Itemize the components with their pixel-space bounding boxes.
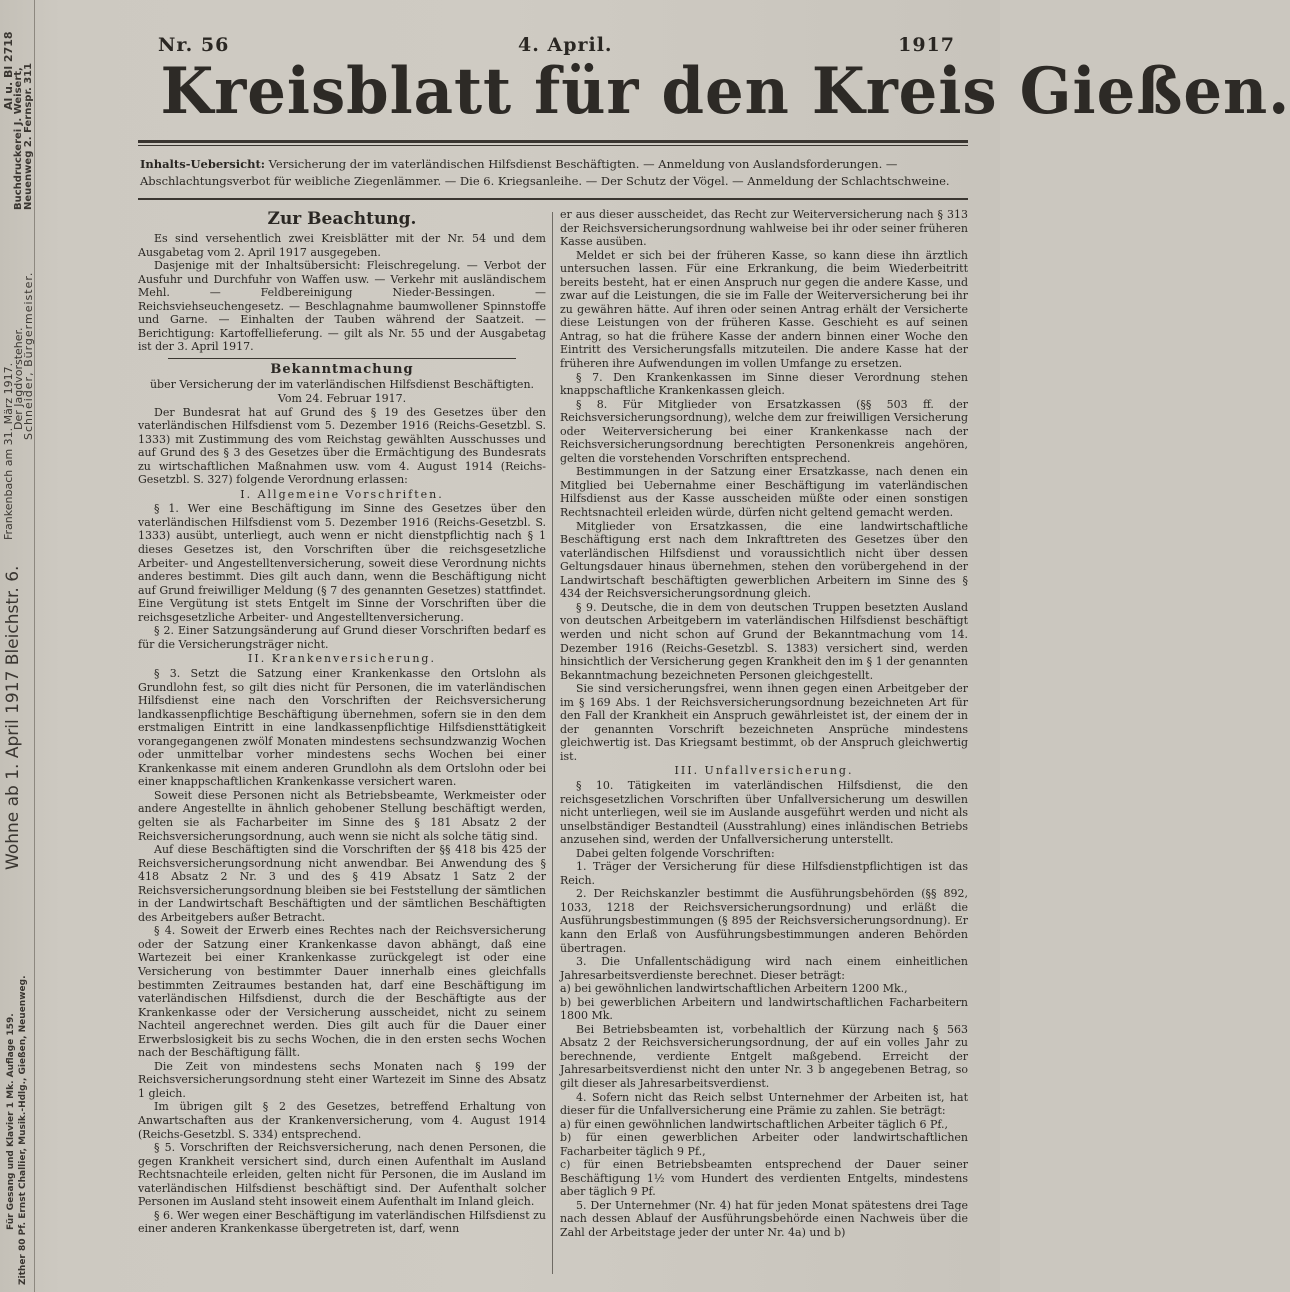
margin-ad-music: Für Gesang und Klavier 1 Mk. Auflage 159. [6,1013,16,1230]
notice-paragraph: Es sind versehentlich zwei Kreisblätter mit der Nr. 54 und dem Ausgabetag vom 2. April 1917 ausgegeben. [138,232,546,259]
section-heading: III. Unfallversicherung. [674,764,854,778]
paragraph: Sie sind versicherungsfrei, wenn ihnen gegen einen Arbeitgeber der im § 169 Abs. 1 der Reichsversicherungsordnung bezeichneten Art für den Fall der Krankheit ein Anspruch gewährleistet ist, der einem der in der genannten Vorschrift bezeichneten Ansprüche mindestens gleichwertig ist. Das Kriegsamt bestimmt, ob der Anspruch gleichwertig ist. [560,682,968,763]
paragraph: § 6. Wer wegen einer Beschäftigung im vaterländischen Hilfsdienst zu einer anderen Krankenkasse übergetreten ist, darf, wenn [138,1208,546,1236]
paragraph: 3. Die Unfallentschädigung wird nach einem einheitlichen Jahresarbeitsverdienste berechnet. Dieser beträgt: [560,955,968,982]
section-heading: I. Allgemeine Vorschriften. [240,487,444,501]
masthead-rule-top [138,140,968,143]
column-divider [552,212,553,1274]
margin-strip [0,0,35,1292]
section-heading: II. Krankenversicherung. [248,652,436,666]
margin-top-text: Al u. Bl 2718 [2,31,15,110]
paragraph: 2. Der Reichskanzler bestimmt die Ausführungsbehörden (§§ 892, 1033, 1218 der Reichsversicherungsordnung) und erläßt die Ausführungsbestimmungen (§ 895 der Reichsversicherungsordnung). Er kann den Erlaß von Ausführungsbestimmungen anderen Behörden übertragen. [560,887,968,955]
paragraph: Bestimmungen in der Satzung einer Ersatzkasse, nach denen ein Mitglied bei Uebernahme einer Beschäftigung im vaterländischen Hilfsdienst aus der Kasse ausscheiden müßte oder einen sonstigen Rechtsnachteil erleiden würde, dürfen nicht geltend gemacht werden. [560,465,968,520]
paragraph: Soweit diese Personen nicht als Betriebsbeamte, Werkmeister oder andere Angestellte in ähnlich gehobener Stellung beschäftigt werden, gelten sie als Facharbeiter im Sinne des § 181 Absatz 2 der Reichsversicherungsordnung, auch wenn sie nicht als solche tätig sind. [138,788,546,843]
margin-printer-line1: Buchdruckerei J. Weisert, [13,67,24,210]
paragraph: er aus dieser ausscheidet, das Recht zur Weiterversicherung nach § 313 der Reichsversicherungsordnung wahlweise bei ihr oder seiner früheren Kasse ausüben. [560,208,968,249]
divider [168,358,516,359]
contents-rule [138,198,968,200]
paragraph: Bei Betriebsbeamten ist, vorbehaltlich der Kürzung nach § 563 Absatz 2 der Reichsversicherungsordnung, der auf ein volles Jahr zu berechnende, verdiente Entgelt maßgebend. Erreicht der Jahresarbeitsverdienst nicht den unter Nr. 3 b angegebenen Betrag, so gilt dieser als Jahresarbeitsverdienst. [560,1022,968,1090]
contents-text: Versicherung der im vaterländischen Hilfsdienst Beschäftigten. — Anmeldung von Auslandsforderungen. — Abschlachtungsverbot für weibliche Ziegenlämmer. — Die 6. Kriegsanleihe. — Der Schutz der Vögel. — Anmeldung der Schlachtschweine. [140,157,950,188]
list-item: b) für einen gewerblichen Arbeiter oder landwirtschaftlichen Facharbeiter täglich 9 Pf., [560,1131,968,1158]
issue-date: 4. April. [518,34,613,56]
paragraph: Meldet er sich bei der früheren Kasse, so kann diese ihn ärztlich untersuchen lassen. Für eine Erkrankung, die beim Wiederbeitritt bereits besteht, hat er einen Anspruch nur gegen die andere Kasse, und zwar auf die Leistungen, die sie im Falle der Weiterversicherung bei ihr zu gewähren hätte. Auf ihren oder seinen Antrag erhält der Versicherte diese Leistungen von der früheren Kasse. Geschieht es auf seinen Antrag, so hat die frühere Kasse der andern binnen einer Woche den Eintritt des Versicherungsfalls mitzuteilen. Die andere Kasse hat der früheren ihre Aufwendungen im vollen Umfange zu ersetzen. [560,248,968,371]
paragraph: Der Bundesrat hat auf Grund des § 19 des Gesetzes über den vaterländischen Hilfsdienst vom 5. Dezember 1916 (Reichs-Gesetzbl. S. 1333) mit Zustimmung des vom Reichstag gewählten Ausschusses und auf Grund des § 3 des Gesetzes über die Ermächtigung des Bundesrats zu wirtschaftlichen Maßnahmen usw. vom 4. August 1914 (Reichs-Gesetzbl. S. 327) folgende Verordnung erlassen: [138,405,546,487]
paragraph: § 5. Vorschriften der Reichsversicherung, nach denen Personen, die gegen Krankheit versichert sind, durch einen Aufenthalt im Ausland Rechtsnachteile erleiden, gelten nicht für Personen, die im Ausland im vaterländischen Hilfsdienst beschäftigt sind. Der Aufenthalt solcher Personen im Ausland steht insoweit einem Aufenthalt im Inland gleich. [138,1141,546,1209]
paragraph: Die Zeit von mindestens sechs Monaten nach § 199 der Reichsversicherungsordnung steht einer Wartezeit im Sinne des Absatz 1 gleich. [138,1059,546,1100]
paragraph: § 3. Setzt die Satzung einer Krankenkasse den Ortslohn als Grundlohn fest, so gilt dies nicht für Personen, die im vaterländischen Hilfsdienst eine nach den Vorschriften der Reichsversicherung landkassenpflichtige Beschäftigung übernehmen, sofern sie in den dem erstmaligen Eintritt in eine landkassenpflichtige Hilfsdiensttätigkeit vorangegangenen zwölf Monaten mindestens sechsundzwanzig Wochen oder unmittelbar vorher mindestens sechs Wochen bei einer Krankenkasse mit einem anderen Grundlohn als dem Ortslohn oder bei einer knappschaftlichen Krankenkasse versichert waren. [138,666,546,789]
list-item: a) für einen gewöhnlichen landwirtschaftlichen Arbeiter täglich 6 Pf., [560,1117,949,1131]
paragraph: § 8. Für Mitglieder von Ersatzkassen (§§ 503 ff. der Reichsversicherungsordnung), welche dem zur freiwilligen Versicherung oder Weiterversicherung bei einer Krankenkasse nach der Reichsversicherungsordnung berechtigten Personenkreis angehören, gelten die vorstehenden Vorschriften entsprechend. [560,397,968,465]
contents-summary [140,156,965,190]
paragraph: § 4. Soweit der Erwerb eines Rechtes nach der Reichsversicherung oder der Satzung einer Krankenkasse davon abhängt, daß eine Wartezeit bei einer Krankenkasse zurückgelegt ist oder eine Versicherung von bestimmter Dauer innerhalb eines gleichfalls bestimmten Zeitraumes bestanden hat, darf eine Beschäftigung im vaterländischen Hilfsdienst, durch die der Beschäftigte aus der Krankenkasse oder der Versicherung ausscheidet, nicht zu seinem Nachteil angerechnet werden. Dies gilt auch für die Dauer einer Erwerbslosigkeit bis zu sechs Wochen, die in den ersten sechs Wochen nach der Beschäftigung fällt. [138,924,546,1060]
paragraph: Im übrigen gilt § 2 des Gesetzes, betreffend Erhaltung von Anwartschaften aus der Krankenversicherung, vom 4. August 1914 (Reichs-Gesetzbl. S. 334) entsprechend. [138,1100,546,1141]
paragraph: Dabei gelten folgende Vorschriften: [576,846,775,860]
announcement-heading: Bekanntmachung [270,361,414,377]
notice-paragraph: Dasjenige mit der Inhaltsübersicht: Fleischregelung. — Verbot der Ausfuhr und Durchfuhr von Waffen usw. — Verkehr mit ausländischem Mehl. — Feldbereinigung Nieder-Bessingen. — Reichsviehseuchengesetz. — Beschlagnahme baumwollener Spinnstoffe und Garne. — Einhalten der Tauben während der Saatzeit. — Berichtigung: Kartoffellieferung. — gilt als Nr. 55 und der Ausgabetag ist der 3. April 1917. [138,259,546,354]
paragraph: § 7. Den Krankenkassen im Sinne dieser Verordnung stehen knappschaftliche Krankenkassen gleich. [560,370,968,398]
masthead-title: Kreisblatt für den Kreis Gießen. [160,54,1290,129]
paragraph: Mitglieder von Ersatzkassen, die eine landwirtschaftliche Beschäftigung erst nach dem Inkrafttreten des Gesetzes über den vaterländischen Hilfsdienst und voraussichtlich nicht über dessen Geltungsdauer hinaus übernehmen, stehen den vorübergehend in der Landwirtschaft beschäftigten gewerblichen Arbeitern im Sinne des § 434 der Reichsversicherungsordnung gleich. [560,519,968,601]
margin-printer-line2: Neuenweg 2. Fernspr. 311 [23,62,34,210]
paragraph: § 2. Einer Satzungsänderung auf Grund dieser Vorschriften bedarf es für die Versicherungsträger nicht. [138,624,546,651]
issue-year: 1917 [898,34,955,56]
margin-ad-shop: Zither 80 Pf. Ernst Challier, Musik.-Hdlg., Gießen, Neuenweg. [18,975,28,1285]
paragraph: 4. Sofern nicht das Reich selbst Unternehmer der Arbeiten ist, hat dieser für die Unfallversicherung eine Prämie zu zahlen. Sie beträgt: [560,1090,968,1118]
column-right [560,208,968,1240]
margin-ad-main: Wohne ab 1. April 1917 Bleichstr. 6. [3,565,23,870]
announcement-date: Vom 24. Februar 1917. [277,392,407,406]
contents-label: Inhalts-Uebersicht: [140,157,266,171]
paragraph: § 9. Deutsche, die in dem von deutschen Truppen besetzten Ausland von deutschen Arbeitgebern im vaterländischen Hilfsdienst beschäftigt werden und nicht schon auf Grund der Bekanntmachung vom 14. Dezember 1916 (Reichs-Gesetzbl. S. 1383) versichert sind, werden hinsichtlich der Versicherung gegen Krankheit den im § 1 der genannten Bekanntmachung bezeichneten Personen gleichgestellt. [560,600,968,682]
paragraph: 5. Der Unternehmer (Nr. 4) hat für jeden Monat spätestens drei Tage nach dessen Ablauf der Ausführungsbehörde einen Nachweis über die Zahl der Arbeitstage jeder der unter Nr. 4a) und b) [560,1198,968,1240]
paragraph: § 10. Tätigkeiten im vaterländischen Hilfsdienst, die den reichsgesetzlichen Vorschriften über Unfallversicherung um deswillen nicht unterliegen, weil sie im Auslande ausgeführt werden und nicht als unselbständiger Bestandteil (Ausstrahlung) eines inländischen Betriebs anzusehen sind, werden der Unfallversicherung unterstellt. [560,778,968,847]
paragraph: 1. Träger der Versicherung für diese Hilfsdienstpflichtigen ist das Reich. [560,860,968,887]
list-item: a) bei gewöhnlichen landwirtschaftlichen Arbeitern 1200 Mk., [560,982,908,996]
paragraph: § 1. Wer eine Beschäftigung im Sinne des Gesetzes über den vaterländischen Hilfsdienst vom 5. Dezember 1916 (Reichs-Gesetzbl. S. 1333) ausübt, unterliegt, auch wenn er nicht dienstpflichtig nach § 1 dieses Gesetzes ist, den Vorschriften über die reichsgesetzliche Arbeiter- und Angestelltenversicherung, soweit diese Verordnung nichts anderes bestimmt. Dies gilt auch dann, wenn die Beschäftigung nicht auf Grund freiwilliger Meldung (§ 7 des genannten Gesetzes) stattfindet. Eine Vergütung ist stets Entgelt im Sinne der Vorschriften über die reichsgesetzliche Arbeiter- und Angestelltenversicherung. [138,502,546,624]
notice-heading: Zur Beachtung. [267,209,417,229]
paragraph: Auf diese Beschäftigten sind die Vorschriften der §§ 418 bis 425 der Reichsversicherungsordnung nicht anwendbar. Bei Anwendung des § 418 Absatz 2 Nr. 3 und des § 419 Absatz 1 Satz 2 der Reichsversicherungsordnung bleiben sie bei Feststellung der sämtlichen in der Landwirtschaft Beschäftigten und der sämtlichen Beschäftigten des Arbeitgebers außer Betracht. [138,843,546,924]
column-left [138,208,546,1236]
masthead-rule-bottom [138,145,968,146]
list-item: c) für einen Betriebsbeamten entsprechend der Dauer seiner Beschäftigung 1½ vom Hundert des verdienten Entgelts, mindestens aber täglich 9 Pf. [560,1158,968,1199]
list-item: b) bei gewerblichen Arbeitern und landwirtschaftlichen Facharbeitern 1800 Mk. [560,995,968,1023]
announcement-subtitle: über Versicherung der im vaterländischen Hilfsdienst Beschäftigten. [149,378,535,392]
margin-notice-line2: Der Jagdvorsteher. [12,327,25,430]
issue-number: Nr. 56 [158,34,230,56]
margin-notice-line1: Frankenbach am 31. März 1917. [2,362,15,540]
margin-notice-line3: Schneider, Bürgermeister. [22,271,35,440]
